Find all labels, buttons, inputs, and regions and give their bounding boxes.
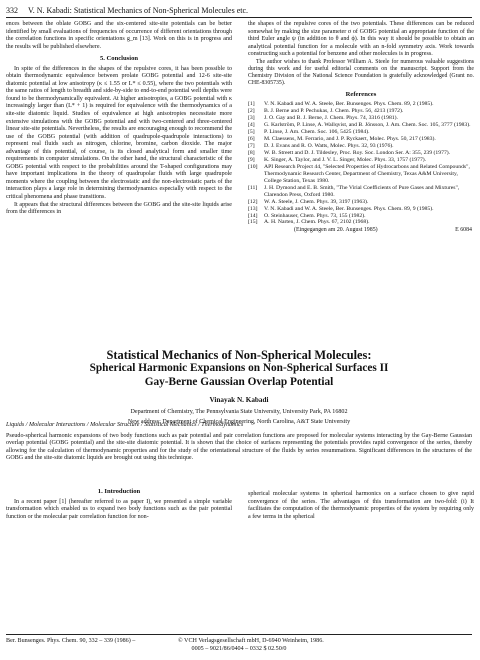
reference-item: [5] P. Linse, J. Am. Chem. Soc. 106, 5425 (1984).: [248, 129, 370, 136]
right-paragraph-1: the shapes of the repulsive cores of the two potentials. These differences can be reduced somewhat by making the size parameter σ of GOBG potential an appropriate function of the third Euler angle ψ (in addition to θ and ϕ). In this way it should be possible to obtain an analytical potential function for a molecule with an n-fold symmetry axis. Work towards constructing such a potential for benzene and other molecules is in progress.: [248, 21, 474, 58]
footer-citation: [6, 638, 472, 646]
reference-item: [4] G. Karlström, P. Linse, A. Wallqvist, and B. Jönsson, J. Am. Chem. Soc. 105, 3777 (1983).: [248, 122, 471, 129]
introduction-heading: 1. Introduction: [97, 488, 141, 495]
received-line: [248, 227, 474, 235]
reference-item: [2] B. J. Berne and P. Pechukas, J. Chem. Phys. 56, 4213 (1972).: [248, 108, 404, 115]
received-date: (Eingegangen am 20. August 1985): [294, 227, 378, 234]
footer-journal: Ber. Bunsenges. Phys. Chem. 90, 332 – 339 (1986) –: [6, 638, 136, 644]
footer-issn: 0005 – 9021/86/0404 – 0332 $ 02.50/0: [191, 646, 287, 652]
right-column: [248, 21, 474, 235]
references-heading: References: [345, 90, 377, 98]
reference-item: [3] J. O. Gay and B. J. Berne, J. Chem. Phys. 74, 3316 (1981).: [248, 115, 398, 122]
intro-left-column: [6, 484, 232, 521]
article-heading-block: [6, 348, 472, 425]
reference-item: [15] A. H. Narten, J. Chem. Phys. 67, 2102 (1968).: [248, 219, 370, 226]
page-footer: [6, 634, 472, 652]
left-column: [6, 21, 232, 217]
reference-item: [10] API Research Project 44, "Selected Properties of Hydrocarbons and Related Compounds", Thermodynamic Research Center, Department of Chemistry, Texas A&M University, College Station, Texas 1980.: [248, 163, 470, 184]
intro-paragraph-right: spherical molecular systems in spherical harmonics on a surface chosen to give rapid convergence of the series. The advantages of this transformation are two-fold: (i) It facilitates the computation of the thermodynamic properties of the system by requiring only a few terms in the spherical: [248, 491, 474, 520]
reference-item: [12] W. A. Steele, J. Chem. Phys. 39, 3197 (1963).: [248, 198, 369, 205]
header-rule: [6, 17, 472, 18]
abstract: Pseudo-spherical harmonic expansions of two body functions such as pair potential and pair correlation functions are proposed for molecular systems interacting by the Gay-Berne Gaussian overlap potential (GOBG potential) and the site-site diatomic potential. It is shown that the choice of surfaces representing the potentials provides rapid convergence of the series, thereby allowing for the calculation of thermodynamic properties and for the study of the orientational structure of the fluids by series resummations. Significant differences in the structures of the GOBG and the site-site diatomic liquids are brought out using this technique.: [6, 433, 472, 461]
reference-item: [14] O. Steinhauser, Chem. Phys. 73, 155 (1982).: [248, 212, 366, 219]
reference-item: [7] D. J. Evans and R. O. Watts, Molec. Phys. 32, 93 (1976).: [248, 143, 394, 149]
left-paragraph-1: ences between the oblate GOBG and the six-centered site-site potentials can be better identified by small evaluations of frequencies of occurrence of different orientations through the correlation functions in specific orientations g_m [13]. Work on this is in progress and the results will be published elsewhere.: [6, 21, 232, 50]
running-head: V. N. Kabadi: Statistical Mechanics of Non-Spherical Molecules etc.: [28, 6, 249, 15]
article-title-line-2: Spherical Harmonic Expansions on Non-Spherical Surfaces II: [89, 362, 389, 374]
author-name: Vinayak N. Kabadi: [209, 396, 269, 404]
reference-item: [9] K. Singer, A. Taylor, and J. V. L. Singer, Molec. Phys. 33, 1757 (1977).: [248, 156, 427, 163]
intro-paragraph-left: In a recent paper [1] (hereafter referred to as paper I), we presented a simple variable transformation which enabled us to expand two body functions such as the pair potential function or the molecular pair correlation function for non-: [6, 498, 232, 520]
left-paragraph-3: It appears that the structural differences between the GOBG and the site-site liquids arise from the differences in: [6, 201, 232, 216]
footer-rule: [6, 634, 472, 635]
acknowledgment: The author wishes to thank Professor William A. Steele for numerous valuable suggestions during this work and for useful editorial comments on the manuscript. Support from the Chemistry Division of the National Science Foundation is gratefully acknowledged (Grant no. CHE-8305735).: [248, 58, 474, 86]
manuscript-code: E 6084: [455, 227, 472, 234]
left-paragraph-2: In spite of the differences in the shapes of the repulsive cores, it has been possible to obtain thermodynamic equivalence between prolate GOBG potential and 12-6 site-site diatomic potential at low anisotropy (κ ≤ 1.55 or L* ≤ 0.55), where the two potentials with the same ratios of length to breadth and side-by-side to end-to-end potential well depths were found to be thermodynamically equivalent. At higher anisotropies, a GOBG potential with κ increasingly larger than (L* + 1) is required for equivalence with the thermodynamics of a site-site diatomic liquid. Studies of equivalence at high anisotropies necessitate more extensive simulations with the GOBG potential and with two-centered and three-centered linear site-site potentials. Nevertheless, the results are encouraging enough to recommend the use of the GOBG potential (with addition of quadrupole-quadrupole interactions) to represent real fluids such as nitrogen, chlorine, bromine, carbon dioxide. The major advantage of this potential, of course, is its closed analytical form and smaller time requirements in computer simulations. On the other hand, the structural characteristic of the GOBG potential with respect to the probabilities around the T-shaped configurations may have important implications in the theory of quadrupolar fluids with large quadrupole moments where the coupling between the electrostatic and the non-electrostatic parts of the interaction plays a large role in determining thermodynamics especially with respect to the critical phenomena and phase transitions.: [6, 65, 232, 201]
footer-publisher: © VCH Verlagsgesellschaft mbH, D-6940 Weinheim, 1986.: [178, 638, 324, 644]
reference-item: [6] M. Claessens, M. Ferrario, and J. P. Ryckaert, Molec. Phys. 50, 217 (1983).: [248, 136, 436, 143]
reference-item: [13] V. N. Kabadi and W. A. Steele, Ber. Bunsenges. Phys. Chem. 89, 9 (1985).: [248, 205, 434, 212]
article-title-line-3: Gay-Berne Gaussian Overlap Potential: [144, 375, 334, 388]
keywords: Liquids / Molecular Interactions / Molecular Structure / Statistical Mechanics / Thermodynamics: [6, 422, 244, 428]
article-title-line-1: Statistical Mechanics of Non-Spherical Molecules:: [106, 348, 372, 362]
reference-item: [8] W. B. Streett and D. J. Tildesley, Proc. Roy. Soc. London Ser. A: 355, 239 (1977).: [248, 149, 451, 156]
page-header: [6, 4, 472, 18]
author-new-address: New address: Department of Chemical Engineering, North Carolina, A&T State University: [127, 419, 351, 425]
reference-list: [248, 101, 474, 226]
page-number: 332: [6, 6, 18, 15]
intro-right-column: [248, 491, 474, 521]
author-affiliation: Department of Chemistry, The Pennsylvania State University, University Park, PA 16802: [130, 409, 348, 415]
conclusion-heading: 5. Conclusion: [99, 55, 139, 63]
reference-item: [11] J. H. Dymond and E. B. Smith, "The Virial Coefficients of Pure Gases and Mixtures", Clarendon Press, Oxford 1980.: [248, 184, 460, 198]
reference-item: [1] V. N. Kabadi and W. A. Steele, Ber. Bunsenges. Phys. Chem. 89, 2 (1985).: [248, 101, 434, 108]
